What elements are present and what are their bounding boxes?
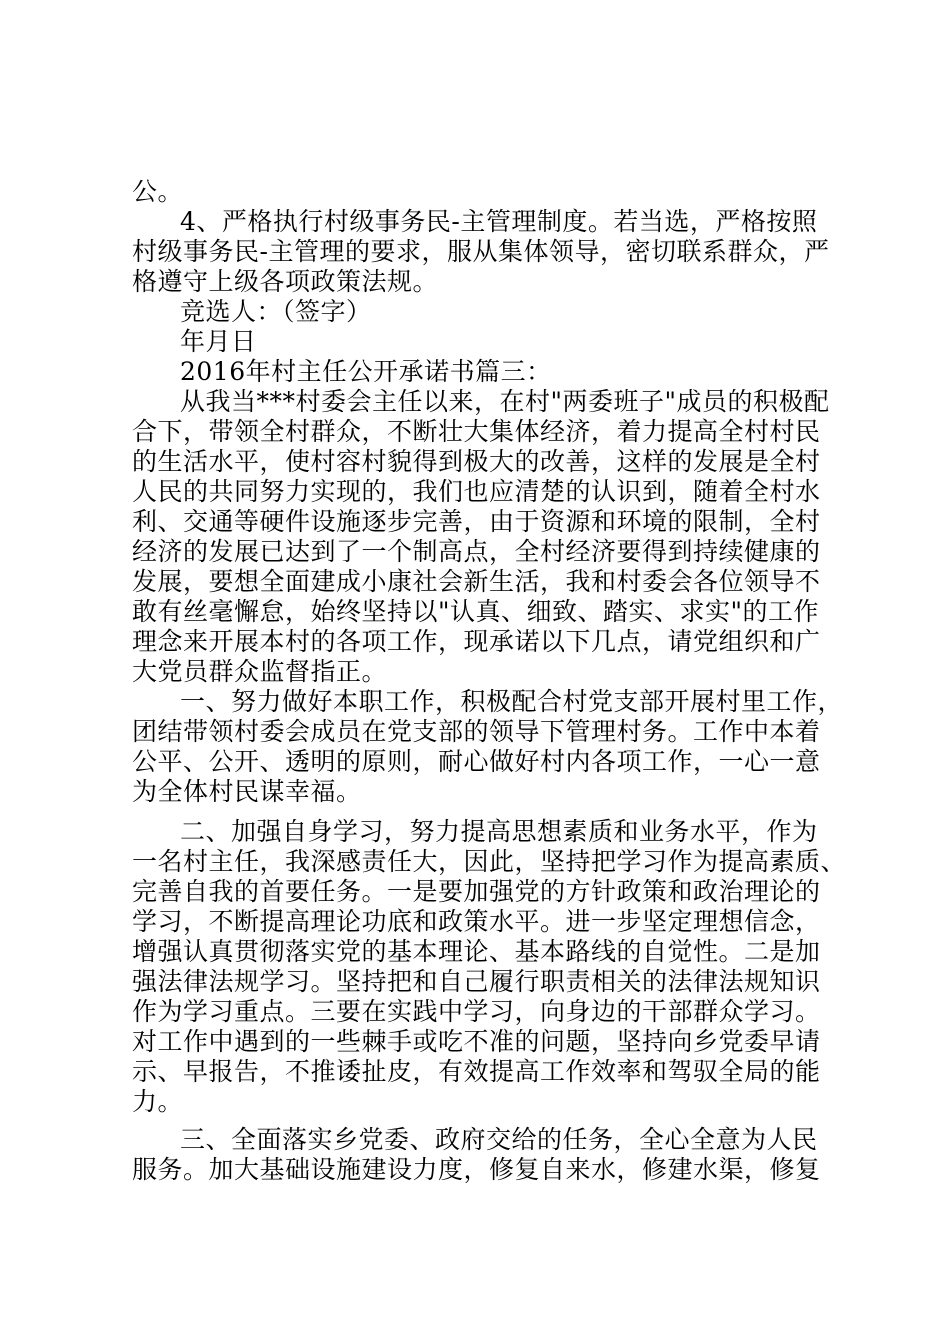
text-line: 公平、公开、透明的原则，耐心做好村内各项工作，一心一意 [132, 747, 821, 776]
text-line: 年月日 [180, 327, 257, 356]
text-line: 强法律法规学习。坚持把和自己履行职责相关的法律法规知识 [132, 967, 821, 996]
text-line: 一名村主任，我深感责任大，因此，坚持把学习作为提高素质、 [132, 847, 847, 876]
text-line: 的生活水平，使村容村貌得到极大的改善，这样的发展是全村 [132, 447, 821, 476]
text-line: 4、严格执行村级事务民-主管理制度。若当选，严格按照 [180, 207, 818, 236]
text-line: 对工作中遇到的一些棘手或吃不准的问题，坚持向乡党委早请 [132, 1027, 821, 1056]
text-line: 示、早报告，不推诿扯皮，有效提高工作效率和驾驭全局的能 [132, 1057, 821, 1086]
text-line: 格遵守上级各项政策法规。 [132, 267, 439, 296]
text-line: 三、全面落实乡党委、政府交给的任务，全心全意为人民 [180, 1125, 818, 1154]
text-line: 大党员群众监督指正。 [132, 657, 388, 686]
section-heading: 2016年村主任公开承诺书篇三： [180, 357, 552, 386]
text-line: 力。 [132, 1087, 184, 1116]
text-line: 经济的发展已达到了一个制高点，全村经济要得到持续健康的 [132, 537, 821, 566]
text-line: 合下，带领全村群众，不断壮大集体经济，着力提高全村村民 [132, 417, 821, 446]
text-line: 从我当***村委会主任以来，在村"两委班子"成员的积极配 [180, 387, 830, 416]
text-line: 二、加强自身学习，努力提高思想素质和业务水平，作为 [180, 817, 818, 846]
text-line: 团结带领村委会成员在党支部的领导下管理村务。工作中本着 [132, 717, 821, 746]
text-line: 人民的共同努力实现的，我们也应清楚的认识到，随着全村水 [132, 477, 821, 506]
text-line: 村级事务民-主管理的要求，服从集体领导，密切联系群众，严 [132, 237, 830, 266]
text-line: 竞选人：（签字） [180, 297, 372, 326]
text-line: 服务。加大基础设施建设力度，修复自来水，修建水渠，修复 [132, 1155, 821, 1184]
text-line: 增强认真贯彻落实党的基本理论、基本路线的自觉性。二是加 [132, 937, 821, 966]
text-line: 公。 [132, 177, 184, 206]
text-line: 敢有丝毫懈怠，始终坚持以"认真、细致、踏实、求实"的工作 [132, 597, 820, 626]
text-line: 学习，不断提高理论功底和政策水平。进一步坚定理想信念， [132, 907, 821, 936]
text-line: 发展，要想全面建成小康社会新生活，我和村委会各位领导不 [132, 567, 821, 596]
text-line: 完善自我的首要任务。一是要加强党的方针政策和政治理论的 [132, 877, 821, 906]
text-line: 利、交通等硬件设施逐步完善，由于资源和环境的限制，全村 [132, 507, 821, 536]
text-line: 为全体村民谋幸福。 [132, 777, 362, 806]
text-line: 作为学习重点。三要在实践中学习，向身边的干部群众学习。 [132, 997, 821, 1026]
text-line: 一、努力做好本职工作，积极配合村党支部开展村里工作， [180, 687, 844, 716]
text-line: 理念来开展本村的各项工作，现承诺以下几点，请党组织和广 [132, 627, 821, 656]
